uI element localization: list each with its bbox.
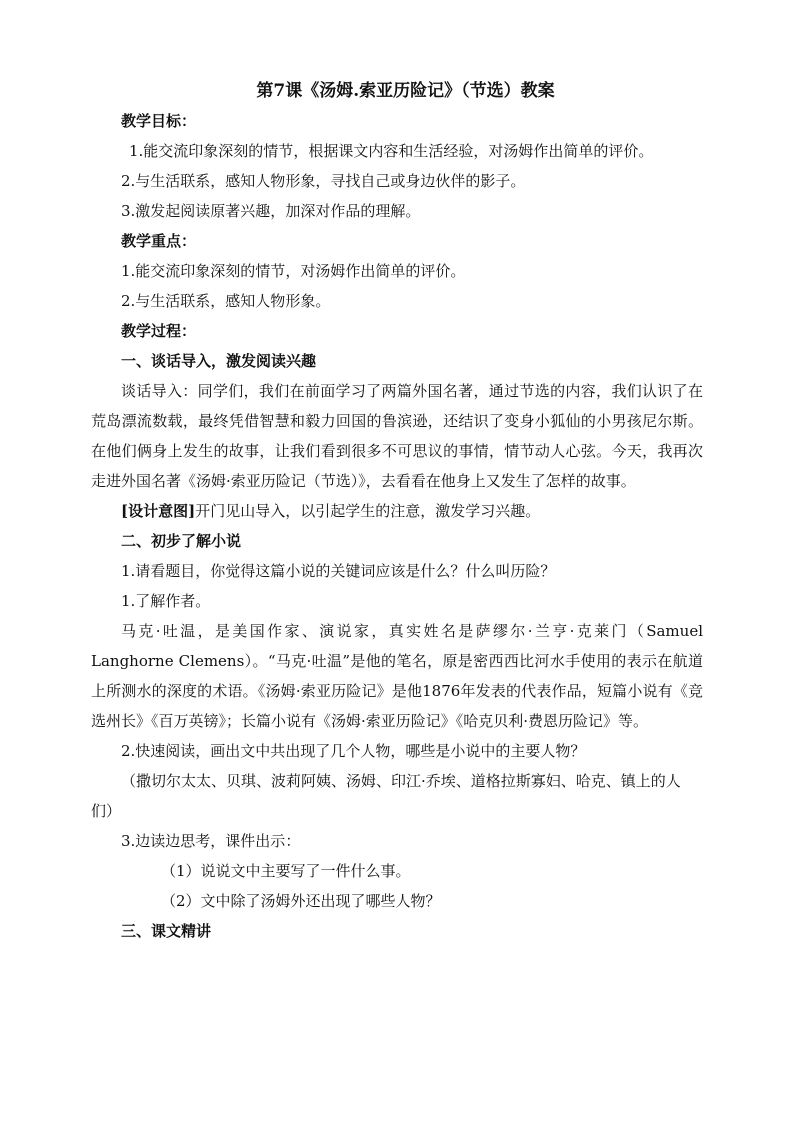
design-intent — [91, 496, 703, 526]
section-3-heading: 三、课文精讲 — [121, 922, 212, 940]
intro-paragraph: 谈话导入：同学们，我们在前面学习了两篇外国名著，通过节选的内容，我们认识了在荒岛漂流数载，最终凭借智慧和毅力回国的鲁滨逊，还结识了变身小狐仙的小男孩尼尔斯。在他们俩身上发生的故事，让我们看到很多不可思议的事情，情节动人心弦。今天，我再次走进外国名著《汤姆·索亚历险记（节选）》，去看看在他身上又发生了怎样的故事。 — [91, 382, 703, 490]
process-heading: 教学过程： — [121, 322, 197, 340]
question-2: 2.快速阅读，画出文中共出现了几个人物，哪些是小说中的主要人物？ — [121, 742, 586, 760]
design-intent-text: 开门见山导入，以引起学生的注意，激发学习兴趣。 — [195, 502, 541, 520]
goal-item-3: 3.激发起阅读原著兴趣，加深对作品的理解。 — [121, 202, 421, 220]
goal-item-1: 1.能交流印象深刻的情节，根据课文内容和生活经验，对汤姆作出简单的评价。 — [129, 142, 654, 160]
author-paragraph: 马克·吐温，是美国作家、演说家，真实姓名是萨缪尔·兰亨·克莱门（Samuel Langhorne Clemens）。“马克·吐温”是他的笔名，原是密西西比河水手使用的表示在航道上所测水的深度的术语。《汤姆·索亚历险记》是他1876年发表的代表作品，短篇小说有《竞选州长》《百万英镑》；长篇小说有《汤姆·索亚历险记》《哈克贝利·费恩历险记》等。 — [91, 622, 703, 730]
section-2-heading: 二、初步了解小说 — [121, 532, 242, 550]
question-3-item-1: （1）说说文中主要写了一件什么事。 — [161, 862, 411, 880]
design-intent-label: [设计意图] — [121, 502, 196, 520]
goal-item-2: 2.与生活联系，感知人物形象，寻找自己或身边伙伴的影子。 — [121, 172, 526, 190]
focus-heading: 教学重点： — [121, 232, 197, 250]
question-3: 3.边读边思考，课件出示： — [121, 832, 301, 850]
question-2-answer: （撒切尔太太、贝琪、波莉阿姨、汤姆、印江·乔埃、道格拉斯寡妇、哈克、镇上的人们） — [91, 772, 681, 820]
question-1b: 1.了解作者。 — [121, 592, 211, 610]
section-1-heading: 一、谈话导入，激发阅读兴趣 — [121, 352, 317, 370]
document-title: 第7课《汤姆.索亚历险记》（节选）教案 — [256, 81, 555, 101]
question-3-item-2: （2）文中除了汤姆外还出现了哪些人物？ — [161, 892, 441, 910]
document-page — [91, 76, 703, 946]
focus-item-1: 1.能交流印象深刻的情节，对汤姆作出简单的评价。 — [121, 262, 466, 280]
question-1: 1.请看题目，你觉得这篇小说的关键词应该是什么？什么叫历险？ — [121, 562, 556, 580]
goals-heading: 教学目标： — [121, 112, 197, 130]
focus-item-2: 2.与生活联系，感知人物形象。 — [121, 292, 331, 310]
